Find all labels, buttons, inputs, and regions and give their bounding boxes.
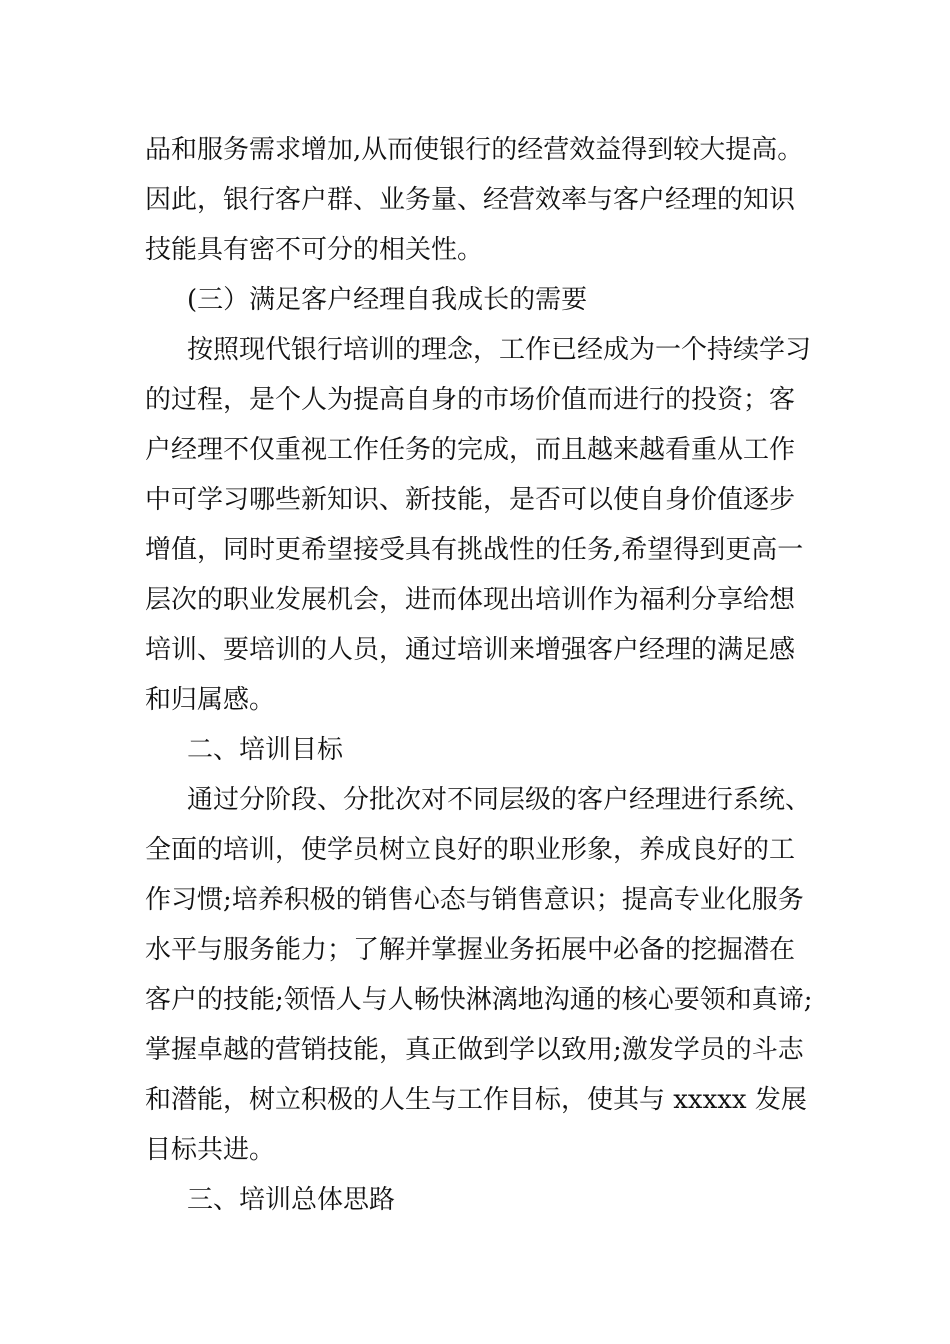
text-line: 因此，银行客户群、业务量、经营效率与客户经理的知识 <box>145 185 796 215</box>
text-line: 的过程，是个人为提高自身的市场价值而进行的投资；客 <box>145 385 796 415</box>
text-line: 水平与服务能力；了解并掌握业务拓展中必备的挖掘潜在 <box>145 935 796 965</box>
section-heading: 二、培训目标 <box>187 735 344 765</box>
text-line: 和潜能，树立积极的人生与工作目标，使其与 xxxxx 发展 <box>145 1085 807 1115</box>
text-line: 目标共进。 <box>145 1135 276 1165</box>
text-line: 作习惯;培养积极的销售心态与销售意识；提高专业化服务 <box>145 885 804 915</box>
text-line: 客户的技能;领悟人与人畅快淋漓地沟通的核心要领和真谛; <box>145 985 813 1015</box>
section-heading: 三、培训总体思路 <box>187 1185 396 1215</box>
text-line: 增值，同时更希望接受具有挑战性的任务,希望得到更高一 <box>145 535 804 565</box>
text-line: 技能具有密不可分的相关性。 <box>145 235 484 265</box>
text-line: 全面的培训，使学员树立良好的职业形象，养成良好的工 <box>145 835 796 865</box>
text-line: 通过分阶段、分批次对不同层级的客户经理进行系统、 <box>187 785 812 815</box>
section-heading: (三）满足客户经理自我成长的需要 <box>187 285 588 315</box>
text-line: 户经理不仅重视工作任务的完成，而且越来越看重从工作 <box>145 435 796 465</box>
text-line: 层次的职业发展机会，进而体现出培训作为福利分享给想 <box>145 585 796 615</box>
text-line: 和归属感。 <box>145 685 276 715</box>
text-line: 掌握卓越的营销技能，真正做到学以致用;激发学员的斗志 <box>145 1035 804 1065</box>
text-line: 中可学习哪些新知识、新技能，是否可以使自身价值逐步 <box>145 485 796 515</box>
text-line: 按照现代银行培训的理念，工作已经成为一个持续学习 <box>187 335 812 365</box>
text-line: 品和服务需求增加,从而使银行的经营效益得到较大提高。 <box>145 135 804 165</box>
text-line: 培训、要培训的人员，通过培训来增强客户经理的满足感 <box>145 635 796 665</box>
